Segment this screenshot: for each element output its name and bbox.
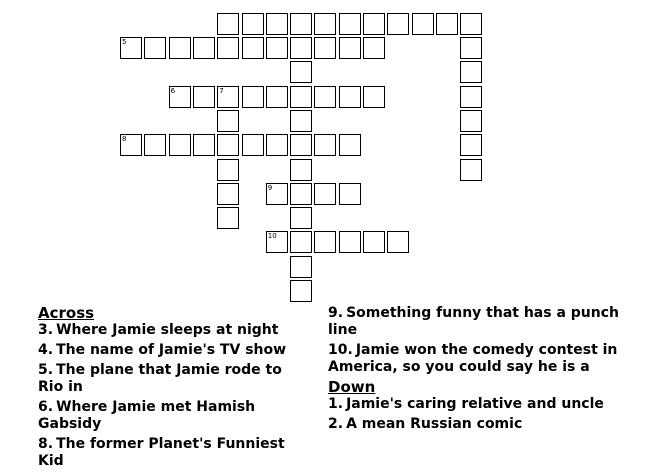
crossword-cell[interactable] (217, 110, 239, 132)
cell-number: 9 (267, 183, 273, 192)
cell-number: 10 (267, 232, 277, 241)
crossword-cell[interactable] (217, 134, 239, 156)
clues-left-column (38, 305, 308, 473)
crossword-cell[interactable] (266, 231, 288, 253)
crossword-cell[interactable] (339, 231, 361, 253)
crossword-cell[interactable] (460, 61, 482, 83)
crossword-cell[interactable] (242, 37, 264, 59)
crossword-cell[interactable] (169, 37, 191, 59)
crossword-cell[interactable] (290, 231, 312, 253)
crossword-cell[interactable] (460, 159, 482, 181)
crossword-cell[interactable] (290, 256, 312, 278)
crossword-cell[interactable] (339, 13, 361, 35)
crossword-cell[interactable] (387, 13, 409, 35)
crossword-cell[interactable] (144, 134, 166, 156)
crossword-cell[interactable] (314, 134, 336, 156)
crossword-cell[interactable] (460, 110, 482, 132)
clue-across-4: 4. The name of Jamie's TV show (38, 342, 287, 358)
cell-number: 7 (219, 86, 224, 95)
clue-across-9: 9. Something funny that has a punch line (328, 305, 619, 338)
clue-across-10: 10. Jamie won the comedy contest in America, so you could say he is a (328, 342, 618, 375)
crossword-cell[interactable] (120, 37, 142, 59)
crossword-cell[interactable] (339, 134, 361, 156)
down-heading: Down (328, 378, 376, 396)
crossword-cell[interactable] (339, 86, 361, 108)
crossword-cell[interactable] (266, 183, 288, 205)
cell-number: 8 (122, 135, 127, 144)
crossword-cell[interactable] (387, 231, 409, 253)
crossword-cell[interactable] (290, 13, 312, 35)
crossword-cell[interactable] (242, 13, 264, 35)
crossword-cell[interactable] (242, 134, 264, 156)
clue-across-5: 5. The plane that Jamie rode to Rio in (38, 362, 282, 395)
crossword-cell[interactable] (314, 86, 336, 108)
crossword-cell[interactable] (290, 134, 312, 156)
crossword-cell[interactable] (144, 37, 166, 59)
clue-down-1: 1. Jamie's caring relative and uncle (328, 396, 604, 412)
clue-down-2: 2. A mean Russian comic (328, 416, 523, 432)
crossword-cell[interactable] (460, 134, 482, 156)
crossword-cell[interactable] (290, 86, 312, 108)
crossword-cell[interactable] (120, 134, 142, 156)
crossword-cell[interactable] (363, 86, 385, 108)
crossword-cell[interactable] (266, 37, 288, 59)
crossword-cell[interactable] (314, 231, 336, 253)
crossword-cell[interactable] (169, 86, 191, 108)
crossword-cell[interactable] (217, 13, 239, 35)
crossword-cell[interactable] (290, 280, 312, 302)
crossword-cell[interactable] (217, 86, 239, 108)
crossword-cell[interactable] (436, 13, 458, 35)
clue-across-6: 6. Where Jamie met Hamish Gabsidy (38, 399, 256, 432)
crossword-cell[interactable] (314, 13, 336, 35)
crossword-cell[interactable] (266, 134, 288, 156)
crossword-cell[interactable] (266, 86, 288, 108)
crossword-cell[interactable] (339, 37, 361, 59)
crossword-cell[interactable] (290, 183, 312, 205)
crossword-cell[interactable] (217, 183, 239, 205)
crossword-cell[interactable] (266, 13, 288, 35)
crossword-cell[interactable] (193, 86, 215, 108)
crossword-cell[interactable] (290, 61, 312, 83)
crossword-cell[interactable] (314, 37, 336, 59)
crossword-cell[interactable] (217, 207, 239, 229)
crossword-cell[interactable] (217, 159, 239, 181)
crossword-cell[interactable] (290, 159, 312, 181)
crossword-cell[interactable] (242, 86, 264, 108)
crossword-cell[interactable] (290, 207, 312, 229)
crossword-cell[interactable] (193, 37, 215, 59)
crossword-cell[interactable] (412, 13, 434, 35)
crossword-cell[interactable] (314, 183, 336, 205)
crossword-cell[interactable] (460, 37, 482, 59)
cell-number: 5 (122, 38, 127, 46)
crossword-cell[interactable] (290, 37, 312, 59)
crossword-cell[interactable] (363, 231, 385, 253)
crossword-cell[interactable] (217, 37, 239, 59)
crossword-cell[interactable] (290, 110, 312, 132)
crossword-cell[interactable] (460, 86, 482, 108)
crossword-cell[interactable] (339, 183, 361, 205)
crossword-cell[interactable] (169, 134, 191, 156)
crossword-cell[interactable] (363, 13, 385, 35)
crossword-cell[interactable] (460, 13, 482, 35)
crossword-cell[interactable] (193, 134, 215, 156)
clue-across-3: 3. Where Jamie sleeps at night (38, 322, 279, 338)
across-heading: Across (38, 304, 95, 322)
clue-across-8: 8. The former Planet's Funniest Kid (38, 436, 285, 469)
clues-right-column (328, 305, 628, 436)
cell-number: 6 (170, 86, 176, 95)
crossword-cell[interactable] (363, 37, 385, 59)
